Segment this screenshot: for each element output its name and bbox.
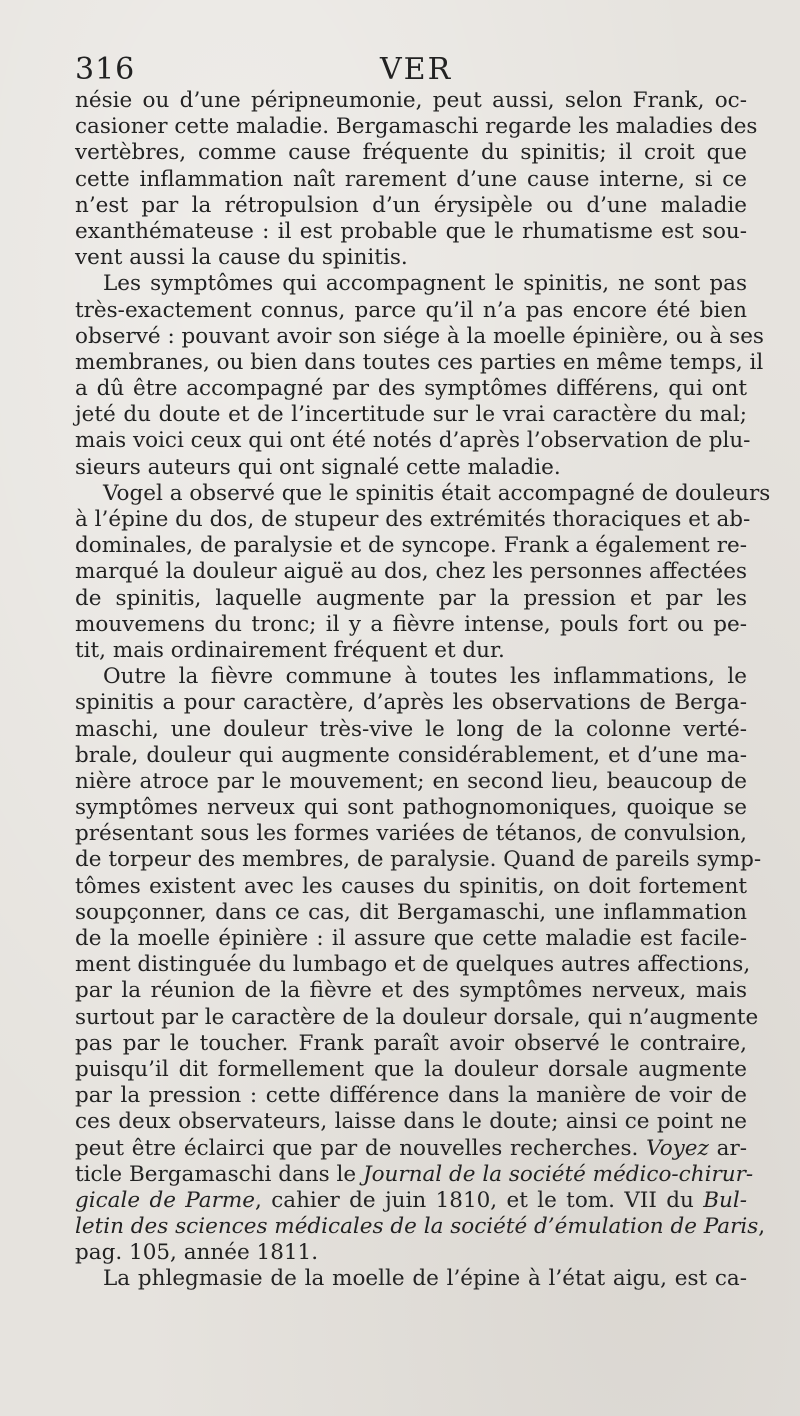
text-line (75, 1214, 766, 1240)
text-line: Outre la fièvre commune à toutes les inflammations, le (103, 664, 747, 690)
text-line: surtout par le caractère de la douleur dorsale, qui n’augmente (75, 1004, 759, 1030)
text-line: tit, mais ordinairement fréquent et dur. (75, 637, 505, 663)
text-line (75, 1188, 747, 1214)
text-line: marqué la douleur aiguë au dos, chez les personnes affectées (75, 559, 747, 585)
text-line: soupçonner, dans ce cas, dit Bergamaschi, une inflammation (75, 899, 747, 925)
body-text (75, 88, 771, 1293)
text-line: mais voici ceux qui ont été notés d’après l’observation de plu- (75, 428, 751, 454)
roman-text: ar- (708, 1135, 747, 1161)
text-line: de torpeur des membres, de paralysie. Quand de pareils symp- (75, 847, 762, 873)
roman-text: ticle Bergamaschi dans le (75, 1161, 363, 1187)
text-line: nésie ou d’une péripneumonie, peut aussi, selon Frank, oc- (75, 88, 747, 113)
text-line: spinitis a pour caractère, d’après les observations de Berga- (75, 690, 747, 716)
text-line: observé : pouvant avoir son siége à la moelle épinière, ou à ses (75, 323, 764, 349)
text-line: sieurs auteurs qui ont signalé cette maladie. (75, 454, 561, 480)
roman-text: peut être éclairci que par de nouvelles recherches. (75, 1135, 647, 1161)
text-line: Vogel a observé que le spinitis était accompagné de douleurs (103, 480, 771, 506)
text-line: maschi, une douleur très-vive le long de la colonne verté- (75, 716, 747, 742)
text-line: puisqu’il dit formellement que la douleur dorsale augmente (75, 1056, 747, 1082)
text-line: par la réunion de la fièvre et des symptômes nerveux, mais (75, 978, 747, 1004)
text-line: pag. 105, année 1811. (75, 1240, 319, 1266)
italic-text: letin des sciences médicales de la société d’émulation de Paris (75, 1214, 759, 1240)
text-line: ces deux observateurs, laisse dans le doute; ainsi ce point ne (75, 1109, 747, 1135)
text-line: casioner cette maladie. Bergamaschi regarde les maladies des (75, 114, 758, 140)
italic-text: Voyez (646, 1135, 709, 1161)
page-number: 316 (75, 52, 136, 87)
text-line: de spinitis, laquelle augmente par la pression et par les (75, 585, 747, 611)
text-line: La phlegmasie de la moelle de l’épine à l’état aigu, est ca- (103, 1266, 747, 1292)
text-line: ment distinguée du lumbago et de quelques autres affections, (75, 952, 751, 978)
text-line: par la pression : cette différence dans la manière de voir de (75, 1083, 747, 1109)
italic-text: Journal de la société médico-chirur- (362, 1161, 754, 1187)
page-header (75, 52, 745, 92)
text-line: membranes, ou bien dans toutes ces parties en même temps, il (75, 349, 764, 375)
text-line: jeté du doute et de l’incertitude sur le vrai caractère du mal; (75, 402, 747, 428)
text-line: nière atroce par le mouvement; en second lieu, beaucoup de (75, 768, 747, 794)
text-line: vertèbres, comme cause fréquente du spinitis; il croit que (75, 140, 747, 166)
text-line: cette inflammation naît rarement d’une cause interne, si ce (75, 166, 747, 192)
text-line: pas par le toucher. Frank paraît avoir observé le contraire, (75, 1030, 747, 1056)
text-line: à l’épine du dos, de stupeur des extrémités thoraciques et ab- (75, 507, 751, 532)
text-line: brale, douleur qui augmente considérablement, et d’une ma- (75, 742, 747, 768)
text-line: exanthémateuse : il est probable que le rhumatisme est sou- (75, 218, 747, 244)
text-line: mouvemens du tronc; il y a fièvre intense, pouls fort ou pe- (75, 611, 747, 637)
italic-text: Bul- (703, 1187, 747, 1213)
text-line: tômes existent avec les causes du spinitis, on doit fortement (75, 873, 747, 899)
text-line: n’est par la rétropulsion d’un érysipèle ou d’une maladie (75, 192, 747, 218)
roman-text: , cahier de juin 1810, et le tom. VII du (255, 1187, 704, 1213)
running-head: VER (380, 52, 453, 87)
text-line: a dû être accompagné par des symptômes différens, qui ont (75, 376, 747, 402)
text-line: très-exactement connus, parce qu’il n’a pas encore été bien (75, 297, 747, 323)
text-line (75, 1136, 747, 1162)
text-line (75, 1161, 754, 1188)
text-line: dominales, de paralysie et de syncope. Frank a également re- (75, 533, 747, 559)
roman-text: , (758, 1214, 766, 1240)
text-line: de la moelle épinière : il assure que cette maladie est facile- (75, 926, 747, 951)
text-line: vent aussi la cause du spinitis. (75, 245, 408, 271)
text-line: Les symptômes qui accompagnent le spinitis, ne sont pas (103, 271, 747, 297)
text-line: symptômes nerveux qui sont pathognomoniques, quoique se (75, 795, 747, 821)
italic-text: gicale de Parme (75, 1187, 256, 1213)
text-line: présentant sous les formes variées de tétanos, de convulsion, (75, 821, 747, 847)
